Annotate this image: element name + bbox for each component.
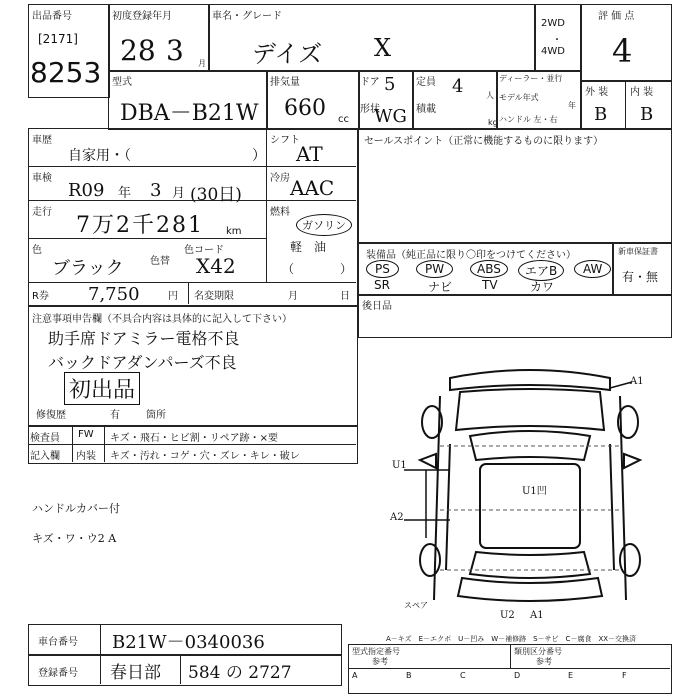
fuel-other-close: ） [340, 262, 353, 276]
handwritten-note-2: キズ・ワ・ウ2 A [32, 532, 117, 545]
mileage-label: 走行 [32, 207, 52, 218]
history-value: 自家用・（ [68, 148, 131, 164]
post-date-box [358, 294, 672, 338]
inspection-era: R09 [68, 180, 105, 201]
limit-day: 日 [340, 291, 350, 302]
exterior-interior-divider [625, 80, 626, 128]
inspection-month: 3 [150, 180, 162, 201]
rating-value: 4 [612, 32, 633, 70]
exterior-label: 外 装 [585, 87, 609, 98]
drive-dot: ・ [552, 35, 562, 46]
shift-value: AT [296, 142, 323, 166]
interior-label: 内 装 [630, 87, 654, 98]
chassis-label: 車台番号 [38, 637, 78, 648]
notes-title: 注意事項申告欄（不具合内容は具体的に記入して下さい） [32, 314, 292, 325]
warranty-value: 有・無 [622, 270, 659, 284]
reg-area: 春日部 [110, 663, 161, 683]
post-date-label: 後日品 [362, 301, 392, 312]
ref-a: A [352, 671, 358, 680]
entry-interior: 内装 [76, 451, 96, 462]
model-year-label: モデル年式 [499, 93, 539, 102]
reg-limit-label: 名変期限 [194, 291, 234, 302]
category-ref: 参考 [536, 657, 552, 666]
drive-2wd: 2WD [541, 18, 565, 29]
cc-unit: cc [338, 114, 349, 125]
exhibit-no-label: 出品番号 [32, 11, 72, 22]
designation-mid-line [348, 668, 670, 669]
history-row-line-4 [28, 282, 356, 283]
warranty-label: 新車保証書 [618, 247, 658, 256]
color-code-label: 色コード [184, 245, 224, 256]
door-value: 5 [384, 74, 396, 95]
shape-label: 形状 [360, 104, 380, 115]
mark-a1-top: A1 [630, 376, 644, 387]
equip-leather: カワ [530, 280, 555, 294]
history-close: ） [252, 148, 266, 164]
fuel-other-open: （ [282, 262, 295, 276]
capacity-label: 定員 [416, 77, 436, 88]
inspector-items: キズ・飛石・ヒビ割・リペア跡・×要 [110, 433, 278, 444]
mark-u2: U2 [500, 610, 515, 621]
damage-legend: A－キズ E－エクボ U－凹み W－補修跡 S－サビ C－腐食 XX－交換済 [386, 635, 637, 643]
first-reg-month: 3 [166, 34, 184, 67]
equip-sr: SR [374, 278, 390, 292]
exterior-grade: B [594, 104, 608, 125]
ref-d: D [514, 671, 521, 680]
km-unit: km [226, 226, 242, 237]
first-listing-stamp: 初出品 [64, 372, 140, 405]
yen-unit: 円 [168, 291, 178, 302]
car-name: デイズ [252, 40, 323, 68]
color-value: ブラック [52, 258, 124, 279]
entry-label: 記入欄 [30, 451, 60, 462]
ref-f: F [622, 671, 627, 680]
handle-label: ハンドル 左・右 [499, 115, 558, 124]
mark-a1-bottom: A1 [530, 610, 544, 621]
limit-month: 月 [288, 291, 298, 302]
fuel-gasoline: ガソリン [296, 214, 352, 236]
equip-airbag: エアB [518, 260, 564, 281]
reg-number: 584 の 2727 [188, 663, 292, 683]
ac-label: 冷房 [270, 173, 290, 184]
handwritten-note-1: ハンドルカバー付 [32, 502, 120, 515]
ac-fuel-line [266, 200, 356, 201]
mark-spare: スペア [404, 601, 428, 610]
model-designation-ref: 参考 [372, 657, 388, 666]
inspector-col-line-2 [104, 426, 105, 462]
ref-b: B [406, 671, 412, 680]
repair-label: 修復歴 [36, 410, 66, 421]
entry-items: キズ・汚れ・コゲ・穴・ズレ・キレ・破レ [110, 451, 300, 462]
history-row-line-1 [28, 166, 266, 167]
inspection-day: (30日) [190, 185, 242, 205]
designation-col-line [510, 644, 511, 668]
drive-4wd: 4WD [541, 46, 565, 57]
color-code-value: X42 [196, 254, 236, 278]
chassis-number: B21W－0340036 [112, 632, 265, 653]
model-label: 型式 [112, 77, 132, 88]
inspector-label: 検査員 [30, 433, 60, 444]
inspector-col-line-1 [72, 426, 73, 462]
ref-e: E [568, 671, 574, 680]
rating-label: 評 価 点 [598, 11, 635, 22]
grade: X [374, 34, 392, 62]
capacity-value: 4 [452, 76, 464, 97]
displacement-label: 排気量 [270, 77, 300, 88]
equip-abs: ABS [470, 260, 508, 278]
fuel-label: 燃料 [270, 207, 290, 218]
dealer-label: ディーラー・並行 [499, 74, 563, 83]
model-designation-label: 型式指定番号 [352, 647, 400, 656]
notes-line-2: バックドアダンパーズ不良 [48, 353, 237, 372]
inspector-fw: FW [78, 429, 94, 440]
month-unit: 月 [198, 59, 206, 68]
shape-value: WG [374, 106, 407, 127]
equipment-label: 装備品（純正品に限り〇印をつけてください） [366, 250, 576, 261]
equip-pw: PW [416, 260, 453, 278]
inspection-month-unit: 月 [172, 186, 186, 201]
color-no-label: 色替 [150, 256, 170, 267]
inspection-label: 車検 [32, 173, 52, 184]
mark-u1: U1 [392, 460, 407, 471]
recycle-divider [188, 282, 189, 304]
car-name-label: 車名・グレード [212, 11, 282, 22]
first-reg-label: 初度登録年月 [112, 11, 172, 22]
shift-label: シフト [270, 135, 300, 146]
history-divider-v [266, 128, 267, 282]
inspection-year-unit: 年 [118, 186, 132, 201]
ref-c: C [460, 671, 466, 680]
equip-tv: TV [482, 278, 498, 292]
displacement-value: 660 [284, 96, 326, 121]
ac-value: AAC [290, 176, 335, 200]
interior-grade: B [640, 104, 654, 125]
inspector-mid-line [28, 444, 356, 445]
reg-divider [180, 654, 181, 684]
equip-navi: ナビ [428, 280, 453, 294]
load-label: 積載 [416, 104, 436, 115]
exhibit-number: 8253 [30, 56, 102, 89]
category-label: 類別区分番号 [514, 647, 562, 656]
reg-label: 登録番号 [38, 668, 78, 679]
shift-ac-line [266, 166, 356, 167]
first-reg-year: 28 [120, 34, 156, 67]
color-label: 色 [32, 245, 42, 256]
equip-ps: PS [366, 260, 399, 278]
fuel-diesel: 軽 油 [290, 240, 327, 254]
mark-roof: U1凹 [522, 486, 547, 497]
equip-aw: AW [574, 260, 611, 278]
model-code: DBA－B21W [120, 101, 259, 126]
notes-line-1: 助手席ドアミラー電格不良 [48, 329, 240, 348]
person-unit: 人 [486, 91, 494, 100]
sales-title: セールスポイント（正常に機能するものに限ります） [364, 136, 604, 147]
kg-unit: kg [488, 118, 498, 127]
repair-value: 有 [110, 410, 120, 421]
history-label: 車歴 [32, 135, 52, 146]
recycle-amount: 7,750 [88, 284, 140, 305]
exhibit-code: [2171] [38, 32, 78, 46]
mileage-value: 7万2千281 [76, 213, 204, 238]
year-unit: 年 [568, 101, 576, 110]
door-label: ドア [360, 77, 380, 88]
repair-place: 箇所 [146, 410, 166, 421]
mark-a2: A2 [390, 512, 404, 523]
recycle-label: R券 [32, 291, 49, 302]
